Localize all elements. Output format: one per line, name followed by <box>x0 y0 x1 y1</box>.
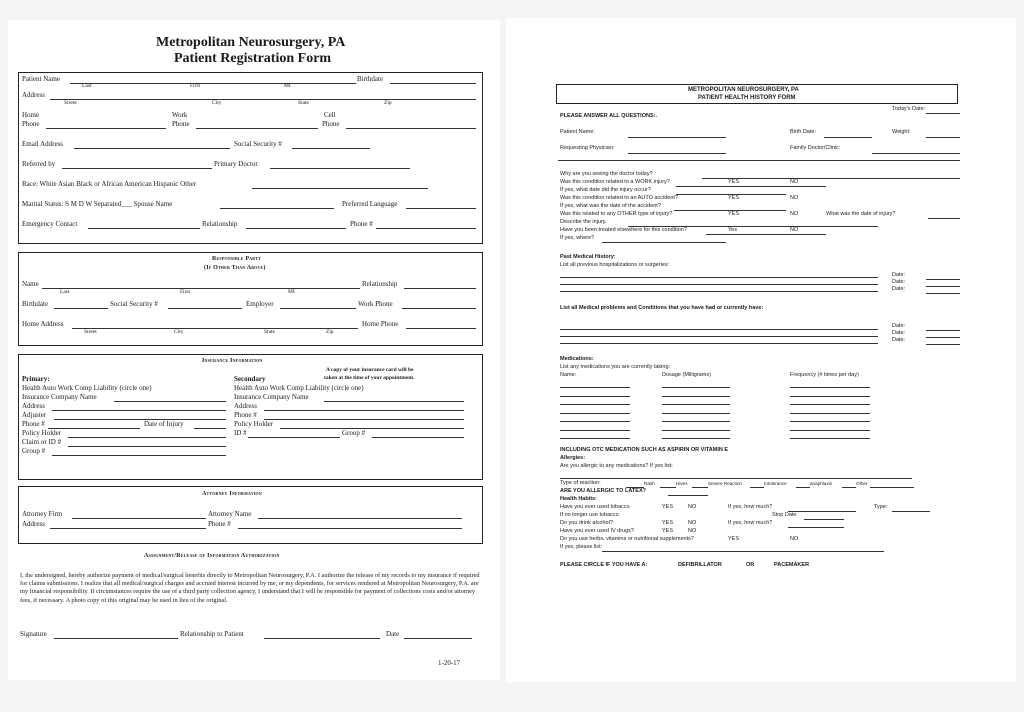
insurance-note-2: taken at the time of your appointment. <box>324 375 415 381</box>
pmh-date-3[interactable] <box>926 293 960 294</box>
rp-home-address-field[interactable] <box>72 328 358 329</box>
cell-label: Cell <box>324 111 336 119</box>
med-cell-r3-c2[interactable] <box>662 404 730 405</box>
intolerance-blank[interactable] <box>750 487 764 488</box>
form-title-practice: Metropolitan Neurosurgery, PA <box>156 35 346 50</box>
signature-field[interactable] <box>54 638 178 639</box>
responsible-title: Responsible Party <box>212 256 262 262</box>
secondary-holder-label: Policy Holder <box>234 420 274 428</box>
work-phone-field[interactable] <box>196 128 318 129</box>
sig-relationship-field[interactable] <box>264 638 380 639</box>
responsible-subtitle: (If Other Than Above) <box>204 265 266 271</box>
birthdate-field[interactable] <box>390 83 476 84</box>
auto-no[interactable]: NO <box>790 195 799 201</box>
circle-prompt: PLEASE CIRCLE IF YOU HAVE A: <box>560 562 648 568</box>
referred-field[interactable] <box>62 168 212 169</box>
todays-date-label: Today's Date: <box>892 106 926 112</box>
patient-name-field[interactable] <box>70 83 356 84</box>
patient-name-field-r[interactable] <box>628 137 726 138</box>
rp-sub-first: First <box>180 289 191 295</box>
otc-note: INCLUDING OTC MEDICATION SUCH AS ASPIRIN OR VITAMIN E <box>560 447 729 453</box>
primary-address-label: Address <box>22 402 45 410</box>
reaction-hives: Hives <box>676 481 688 486</box>
secondary-group-label: Group # <box>342 429 366 437</box>
work-label: Work <box>172 111 188 119</box>
sub-zip: Zip <box>384 100 392 106</box>
tobacco-amount-label: If yes, how much? <box>728 504 773 510</box>
address-field[interactable] <box>50 99 476 100</box>
registration-form-page <box>8 20 500 680</box>
med-cell-r4-c3[interactable] <box>790 413 870 414</box>
medications-subtitle: List any medications you are currently taking: <box>560 364 671 370</box>
sig-date-field[interactable] <box>404 638 472 639</box>
referred-label: Referred by <box>22 160 56 168</box>
problems-date-label-2: Date: <box>892 330 906 336</box>
problems-line-1[interactable] <box>560 329 878 330</box>
latex-question: ARE YOU ALLERGIC TO LATEX? <box>560 488 646 494</box>
attorney-title: Attorney Information <box>202 491 262 497</box>
primary-phone-field[interactable] <box>48 428 140 429</box>
med-cell-r6-c2[interactable] <box>662 430 730 431</box>
or-word: OR <box>746 562 755 568</box>
patient-name-label: Patient Name <box>22 75 60 83</box>
iv-yes[interactable]: YES <box>662 528 674 534</box>
tobacco-type-label: Type: <box>874 504 888 510</box>
secondary-label: Secondary <box>234 375 266 383</box>
iv-no[interactable]: NO <box>688 528 697 534</box>
q-other-injury: Was this related to any OTHER type of injury? <box>560 211 673 217</box>
home-label: Home <box>22 111 40 119</box>
other-date-field[interactable] <box>928 218 960 219</box>
medications-title: Medications: <box>560 356 594 362</box>
rp-work-phone-field[interactable] <box>402 308 476 309</box>
home-phone-field[interactable] <box>46 128 166 129</box>
physician-field[interactable] <box>628 153 726 154</box>
med-cell-r2-c3[interactable] <box>790 396 870 397</box>
med-cell-r3-c1[interactable] <box>560 404 630 405</box>
pmh-date-1[interactable] <box>926 279 960 280</box>
alcohol-yes[interactable]: YES <box>662 520 674 526</box>
pmh-date-label-2: Date: <box>892 279 906 285</box>
med-cell-r5-c1[interactable] <box>560 421 630 422</box>
problems-date-2[interactable] <box>926 337 960 338</box>
form-title-registration: Patient Registration Form <box>174 51 332 66</box>
rp-name-label: Name <box>22 280 39 288</box>
birth-date-label-r: Birth Date: <box>790 129 816 135</box>
patient-name-label-r: Patient Name: <box>560 129 595 135</box>
birthdate-label: Birthdate <box>357 75 384 83</box>
other-no[interactable]: NO <box>790 211 799 217</box>
primary-label: Primary: <box>22 375 50 383</box>
reaction-anaphylaxis: anaphlaxis <box>810 481 832 486</box>
rp-relationship-field[interactable] <box>404 288 476 289</box>
family-doctor-field[interactable] <box>872 153 960 154</box>
iv-question: Have you ever used IV drugs? <box>560 528 634 534</box>
q-auto: Was this condition related to an AUTO accident? <box>560 195 679 201</box>
birth-date-field-r[interactable] <box>824 137 872 138</box>
history-title-form: PATIENT HEALTH HISTORY FORM <box>698 95 796 101</box>
secondary-group-field[interactable] <box>372 437 464 438</box>
health-history-page <box>506 18 1016 682</box>
spouse-field[interactable] <box>220 208 334 209</box>
attorney-address-label: Address <box>22 520 45 528</box>
ssn-field[interactable] <box>292 148 370 149</box>
herbs-list-field[interactable] <box>602 551 884 552</box>
med-cell-r1-c1[interactable] <box>560 387 630 388</box>
primary-company-field[interactable] <box>114 401 226 402</box>
q-work-date: If yes, what date did the injury occur? <box>560 187 651 193</box>
rp-work-phone-label: Work Phone <box>358 300 393 308</box>
rp-sub-last: Last <box>60 289 70 295</box>
language-field[interactable] <box>406 208 476 209</box>
work-no[interactable]: NO <box>790 179 799 185</box>
pacemaker-option[interactable]: PACEMAKER <box>774 562 810 568</box>
weight-label: Weight: <box>892 129 911 135</box>
attorney-name-field[interactable] <box>258 518 462 519</box>
emergency-field[interactable] <box>88 228 200 229</box>
problems-date-label-3: Date: <box>892 337 906 343</box>
q-where: If yes, where? <box>560 235 595 241</box>
other-date-label: What was the date of injury? <box>826 211 896 217</box>
assignment-text: I, the undersigned, hereby authorize payment of medical/surgical benefits directly to Metropolitan Neurosurgery, P.A. I authorize the release of my records to my insurance if required for claims submissions. I realize that all medical/surgical charges and accrued interest incurred by me, or my dependents, for services rendered at Metropolitan Neurosurgery, P.A. are my financial responsibility. If circumstances require the use of a third party collection agency, I understand that I will be responsible for payment of collections costs and/or attorney fees, if necessary. A photo copy of this original may be used in lieu of the original. <box>20 572 480 604</box>
rp-employer-field[interactable] <box>280 308 356 309</box>
rp-sub-zip: Zip <box>326 329 334 335</box>
secondary-company-label: Insurance Company Name <box>234 393 309 401</box>
address-label: Address <box>22 91 45 99</box>
language-label: Preferred Language <box>342 200 398 208</box>
problems-date-1[interactable] <box>926 330 960 331</box>
primary-company-label: Insurance Company Name <box>22 393 97 401</box>
reason-field[interactable] <box>702 178 960 179</box>
alcohol-no[interactable]: NO <box>688 520 697 526</box>
race-other-field[interactable] <box>252 188 428 189</box>
alcohol-amount-label: If yes, how much? <box>728 520 773 526</box>
latex-field[interactable] <box>668 495 708 496</box>
pmh-title: Past Medical History: <box>560 254 616 260</box>
rp-home-address-label: Home Address <box>22 320 64 328</box>
rp-birthdate-label: Birthdate <box>22 300 49 308</box>
insurance-note-1: A copy of your insurance card will be <box>326 367 414 373</box>
med-name-header: Name: <box>560 372 577 378</box>
pmh-date-2[interactable] <box>926 286 960 287</box>
tobacco-amount-field[interactable] <box>788 511 856 512</box>
stop-date-label: Stop Date <box>772 512 797 518</box>
med-cell-r1-c3[interactable] <box>790 387 870 388</box>
email-label: Email Address <box>22 140 64 148</box>
race-options[interactable]: Race: White Asian Black or African American Hispanic Other <box>22 180 197 188</box>
work-phone-label: Phone <box>172 120 190 128</box>
attorney-firm-field[interactable] <box>72 518 206 519</box>
primary-doctor-field[interactable] <box>270 168 410 169</box>
cell-phone-label: Phone <box>322 120 340 128</box>
med-cell-r7-c1[interactable] <box>560 438 630 439</box>
sig-date-label: Date <box>386 630 400 638</box>
rp-sub-city: City <box>174 329 184 335</box>
answer-all-note: PLEASE ANSWER ALL QUESTIONS:. <box>560 113 657 119</box>
tobacco-no[interactable]: NO <box>688 504 697 510</box>
emergency-relationship-label: Relationship <box>202 220 238 228</box>
primary-type-options[interactable]: Health Auto Work Comp Liability (circle one) <box>22 384 152 392</box>
secondary-company-field[interactable] <box>324 401 464 402</box>
herbs-question: Do you use herbs, vitamins or nutritional supplements? <box>560 536 694 542</box>
defibrillator-option[interactable]: DEFIBRILLATOR <box>678 562 722 568</box>
treated-answer-line <box>706 234 826 235</box>
adjuster-label: Adjuster <box>22 411 47 419</box>
treated-no[interactable]: NO <box>790 227 799 233</box>
med-frequency-header: Frequency (# times per day) <box>790 372 859 378</box>
attorney-name-label: Attorney Name <box>208 510 252 518</box>
med-cell-r6-c3[interactable] <box>790 430 870 431</box>
severe-blank[interactable] <box>692 487 708 488</box>
med-dosage-header: Dosage (Milligrams) <box>662 372 711 378</box>
sub-first: First <box>190 83 201 89</box>
secondary-holder-field[interactable] <box>280 428 464 429</box>
other-reaction-field[interactable] <box>870 487 914 488</box>
med-cell-r4-c1[interactable] <box>560 413 630 414</box>
med-cell-r7-c3[interactable] <box>790 438 870 439</box>
med-cell-r7-c2[interactable] <box>662 438 730 439</box>
emergency-relationship-field[interactable] <box>246 228 346 229</box>
anaphylaxis-blank[interactable] <box>796 487 810 488</box>
alcohol-question: Do you drink alcohol? <box>560 520 613 526</box>
herbs-yes[interactable]: YES <box>728 536 740 542</box>
reaction-other: Other <box>856 481 868 486</box>
problems-line-3[interactable] <box>560 343 878 344</box>
attorney-phone-label: Phone # <box>208 520 231 528</box>
rp-relationship-label: Relationship <box>362 280 398 288</box>
q-describe: Describe the injury. <box>560 219 607 225</box>
pmh-line-3[interactable] <box>560 291 878 292</box>
reaction-severe: Severe Reaction <box>708 481 742 486</box>
emergency-label: Emergency Contact <box>22 220 78 228</box>
other-blank[interactable] <box>842 487 856 488</box>
secondary-address-label: Address <box>234 402 257 410</box>
q-auto-date: If yes, what was the date of the accident? <box>560 203 661 209</box>
problems-date-3[interactable] <box>926 344 960 345</box>
reaction-intolerance: Intolerance <box>764 481 787 486</box>
physician-label: Requesting Physician: <box>560 145 615 151</box>
family-doctor-label: Family Doctor/Clinic: <box>790 145 841 151</box>
problems-line-2[interactable] <box>560 336 878 337</box>
med-cell-r5-c3[interactable] <box>790 421 870 422</box>
assignment-title: Assignment/Release of Information Authorization <box>144 553 280 559</box>
emergency-phone-label: Phone # <box>350 220 373 228</box>
primary-address-field[interactable] <box>52 410 226 411</box>
q-reason: Why are you seeing the doctor today? <box>560 171 653 177</box>
sub-mi: MI <box>284 83 291 89</box>
secondary-type-options[interactable]: Health Auto Work Comp Liability (circle one) <box>234 384 364 392</box>
herbs-no[interactable]: NO <box>790 536 799 542</box>
claim-label: Claim or ID # <box>22 438 62 446</box>
form-version: 1-20-17 <box>438 659 461 667</box>
primary-doctor-label: Primary Doctor <box>214 160 258 168</box>
pmh-line-2[interactable] <box>560 284 878 285</box>
attorney-address-field[interactable] <box>50 528 206 529</box>
sub-last: Last <box>82 83 92 89</box>
patient-info-section <box>18 72 483 244</box>
auto-yes[interactable]: YES <box>728 195 740 201</box>
treated-yes[interactable]: Yes <box>728 227 737 233</box>
pmh-date-label-1: Date: <box>892 272 906 278</box>
sub-city: City <box>212 100 222 106</box>
secondary-phone-field[interactable] <box>264 419 464 420</box>
allergies-title: Allergies: <box>560 455 586 461</box>
weight-field[interactable] <box>926 137 960 138</box>
cell-phone-field[interactable] <box>346 128 476 129</box>
rp-home-phone-field[interactable] <box>406 328 476 329</box>
med-cell-r2-c1[interactable] <box>560 396 630 397</box>
attorney-firm-label: Attorney Firm <box>22 510 63 518</box>
tobacco-yes[interactable]: YES <box>662 504 674 510</box>
primary-group-field[interactable] <box>52 455 226 456</box>
pmh-subtitle: List all previous hospitalizations or surgeries: <box>560 262 670 268</box>
rp-sub-state: State <box>264 329 275 335</box>
rp-sub-mi: MI <box>288 289 295 295</box>
rp-name-field[interactable] <box>42 288 360 289</box>
problems-date-label-1: Date: <box>892 323 906 329</box>
problems-title: List all Medical problems and Conditions that you have had or currently have: <box>560 305 764 311</box>
primary-phone-label: Phone # <box>22 420 45 428</box>
primary-holder-label: Policy Holder <box>22 429 62 437</box>
attorney-phone-field[interactable] <box>238 528 462 529</box>
tobacco-question: Have you ever used tobacco <box>560 504 630 510</box>
health-habits-title: Health Habits: <box>560 496 597 502</box>
sub-state: State <box>298 100 309 106</box>
tobacco-type-field[interactable] <box>892 511 930 512</box>
herbs-list-label: If yes, please list: <box>560 544 603 550</box>
stop-date-field[interactable] <box>804 519 844 520</box>
allergic-question: Are you allergic to any medications? If yes list: <box>560 463 673 469</box>
rp-sub-street: Street <box>84 329 97 335</box>
rp-birthdate-field[interactable] <box>54 308 108 309</box>
med-cell-r4-c2[interactable] <box>662 413 730 414</box>
allergy-list-line[interactable] <box>560 478 912 479</box>
alcohol-amount-field[interactable] <box>788 527 844 528</box>
reaction-rash: Rash <box>644 481 655 486</box>
work-yes[interactable]: YES <box>728 179 740 185</box>
hives-blank[interactable] <box>660 487 676 488</box>
signature-label: Signature <box>20 630 47 638</box>
rp-employer-label: Employer <box>246 300 274 308</box>
other-yes[interactable]: YES <box>728 211 740 217</box>
med-cell-r6-c1[interactable] <box>560 430 630 431</box>
home-phone-label: Phone <box>22 120 40 128</box>
sig-relationship-label: Relationship to Patient <box>180 630 244 638</box>
no-longer-tobacco: If no longer use tobacco <box>560 512 619 518</box>
q-treated: Have you been treated elsewhere for this condition? <box>560 227 687 233</box>
secondary-address-field[interactable] <box>264 410 464 411</box>
rp-ssn-label: Social Security # <box>110 300 158 308</box>
insurance-title: Insurance Information <box>202 358 263 364</box>
med-cell-r5-c2[interactable] <box>662 421 730 422</box>
primary-group-label: Group # <box>22 447 46 455</box>
rp-home-phone-label: Home Phone <box>362 320 399 328</box>
emergency-phone-field[interactable] <box>376 228 476 229</box>
med-cell-r2-c2[interactable] <box>662 396 730 397</box>
injury-date-field[interactable] <box>194 428 226 429</box>
med-cell-r1-c2[interactable] <box>662 387 730 388</box>
ssn-label: Social Security # <box>234 140 282 148</box>
history-title-practice: METROPOLITAN NEUROSURGERY, PA <box>688 87 799 93</box>
secondary-id-label: ID # <box>234 429 247 437</box>
pmh-line-1[interactable] <box>560 277 878 278</box>
secondary-id-field[interactable] <box>248 437 340 438</box>
reaction-label: Type of reaction: <box>560 480 601 486</box>
where-field[interactable] <box>602 242 726 243</box>
pmh-date-label-3: Date: <box>892 286 906 292</box>
work-answer-line <box>676 186 826 187</box>
claim-field[interactable] <box>68 446 226 447</box>
primary-holder-field[interactable] <box>68 437 226 438</box>
section-divider-1 <box>558 160 960 161</box>
marital-options[interactable]: Marital Status: S M D W Separated___ Spouse Name <box>22 200 173 208</box>
adjuster-field[interactable] <box>54 419 226 420</box>
sub-street: Street <box>64 100 77 106</box>
email-field[interactable] <box>74 148 230 149</box>
rp-ssn-field[interactable] <box>168 308 242 309</box>
q-work-injury: Was this condition related to a WORK injury? <box>560 179 670 185</box>
secondary-phone-label: Phone # <box>234 411 257 419</box>
todays-date-field[interactable] <box>926 113 960 114</box>
med-cell-r3-c3[interactable] <box>790 404 870 405</box>
injury-date-label: Date of Injury <box>144 420 184 428</box>
